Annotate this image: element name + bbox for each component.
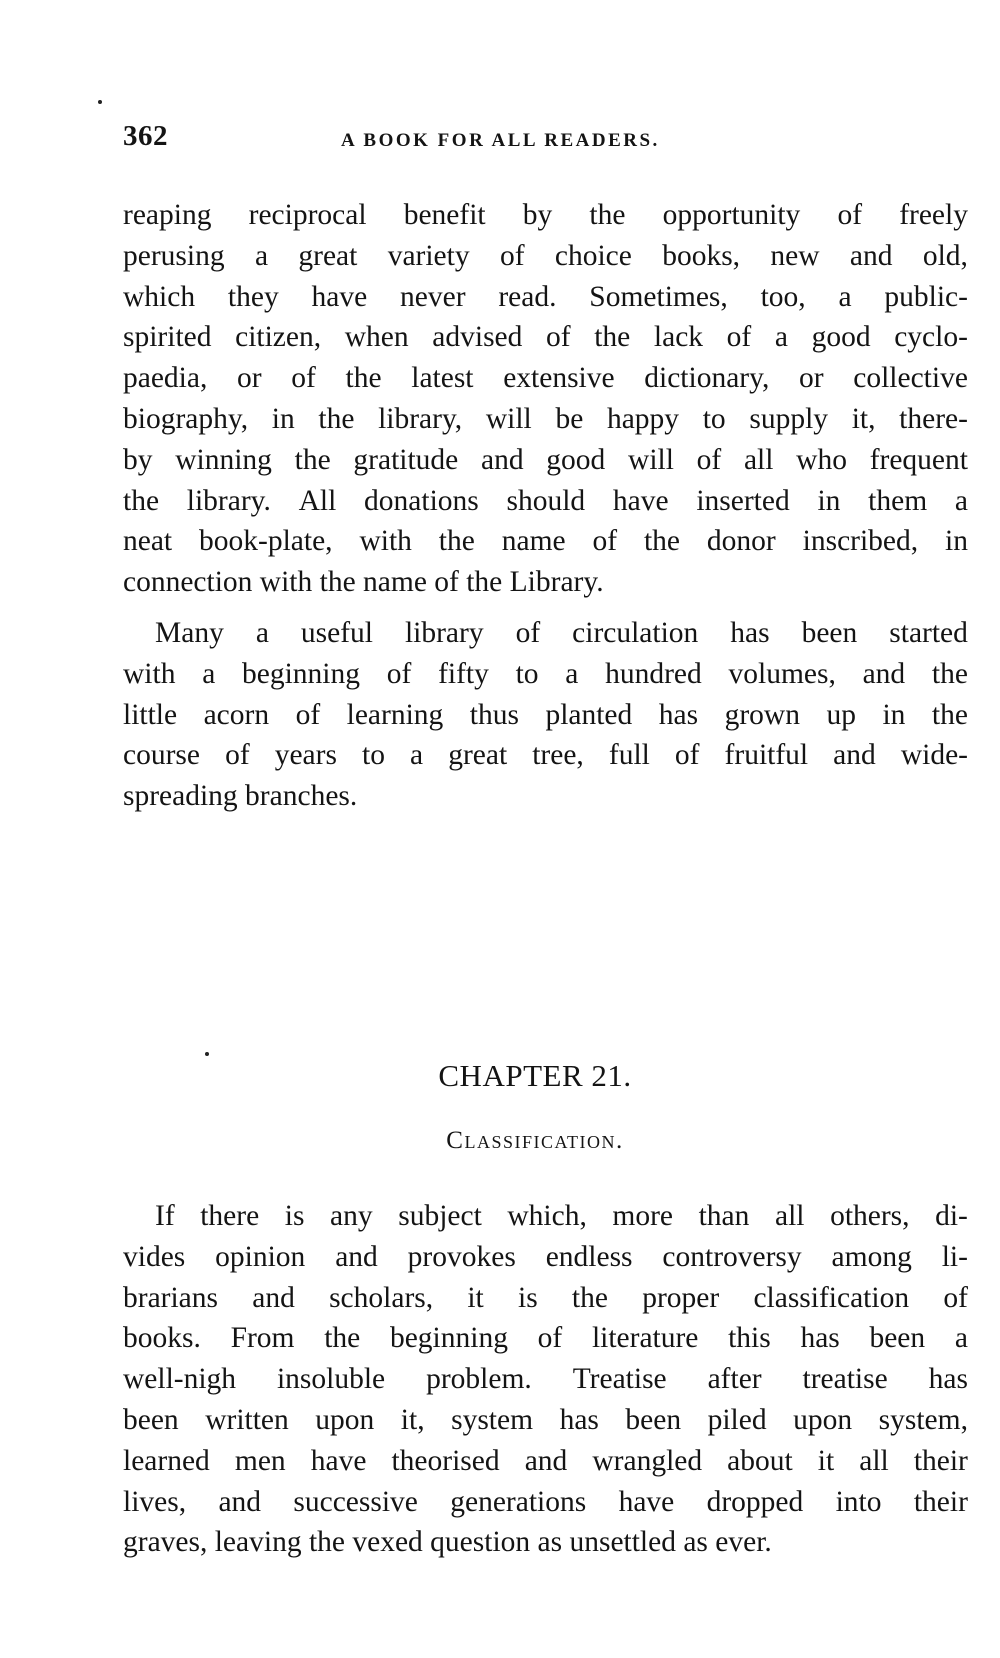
text-line: brarians and scholars, it is the proper classification of [123,1281,968,1314]
text-line: which they have never read. Sometimes, too, a public- [123,280,968,313]
text-line: perusing a great variety of choice books, new and old, [123,239,968,272]
page-number: 362 [123,120,168,152]
text-line: learned men have theorised and wrangled about it all their [123,1444,968,1477]
text-line: lives, and successive generations have dropped into their [123,1485,968,1518]
print-speck [205,1052,209,1056]
text-line: biography, in the library, will be happy to supply it, there- [123,402,968,435]
paragraph-3 [123,1196,968,1563]
text-line: If there is any subject which, more than all others, di- [155,1200,968,1232]
text-line: well-nigh insoluble problem. Treatise after treatise has [123,1363,968,1396]
text-line: neat book-plate, with the name of the donor inscribed, in [123,525,968,558]
chapter-subtitle: Classification. [446,1127,624,1154]
paragraph-1 [123,195,968,603]
running-head-title: A BOOK FOR ALL READERS. [341,130,660,151]
text-line: graves, leaving the vexed question as unsettled as ever. [123,1526,772,1559]
text-line: Many a useful library of circulation has been started [155,617,968,649]
text-line: paedia, or of the latest extensive dictionary, or collective [123,362,968,395]
text-line: connection with the name of the Library. [123,566,604,599]
text-line: vides opinion and provokes endless controversy among li- [123,1240,968,1273]
paragraph-2 [123,613,968,817]
text-line: by winning the gratitude and good will of all who frequent [123,443,968,476]
print-speck [98,100,102,104]
text-line: reaping reciprocal benefit by the opportunity of freely [123,199,968,231]
running-head [123,120,968,160]
text-line: course of years to a great tree, full of fruitful and wide- [123,739,968,772]
text-line: been written upon it, system has been piled upon system, [123,1403,968,1436]
chapter-title: CHAPTER 21. [438,1058,632,1093]
text-line: little acorn of learning thus planted has grown up in the [123,698,968,731]
text-line: spreading branches. [123,780,358,813]
text-line: spirited citizen, when advised of the lack of a good cyclo- [123,321,968,354]
text-line: books. From the beginning of literature this has been a [123,1322,968,1355]
text-line: with a beginning of fifty to a hundred volumes, and the [123,657,968,690]
text-line: the library. All donations should have inserted in them a [123,484,968,517]
